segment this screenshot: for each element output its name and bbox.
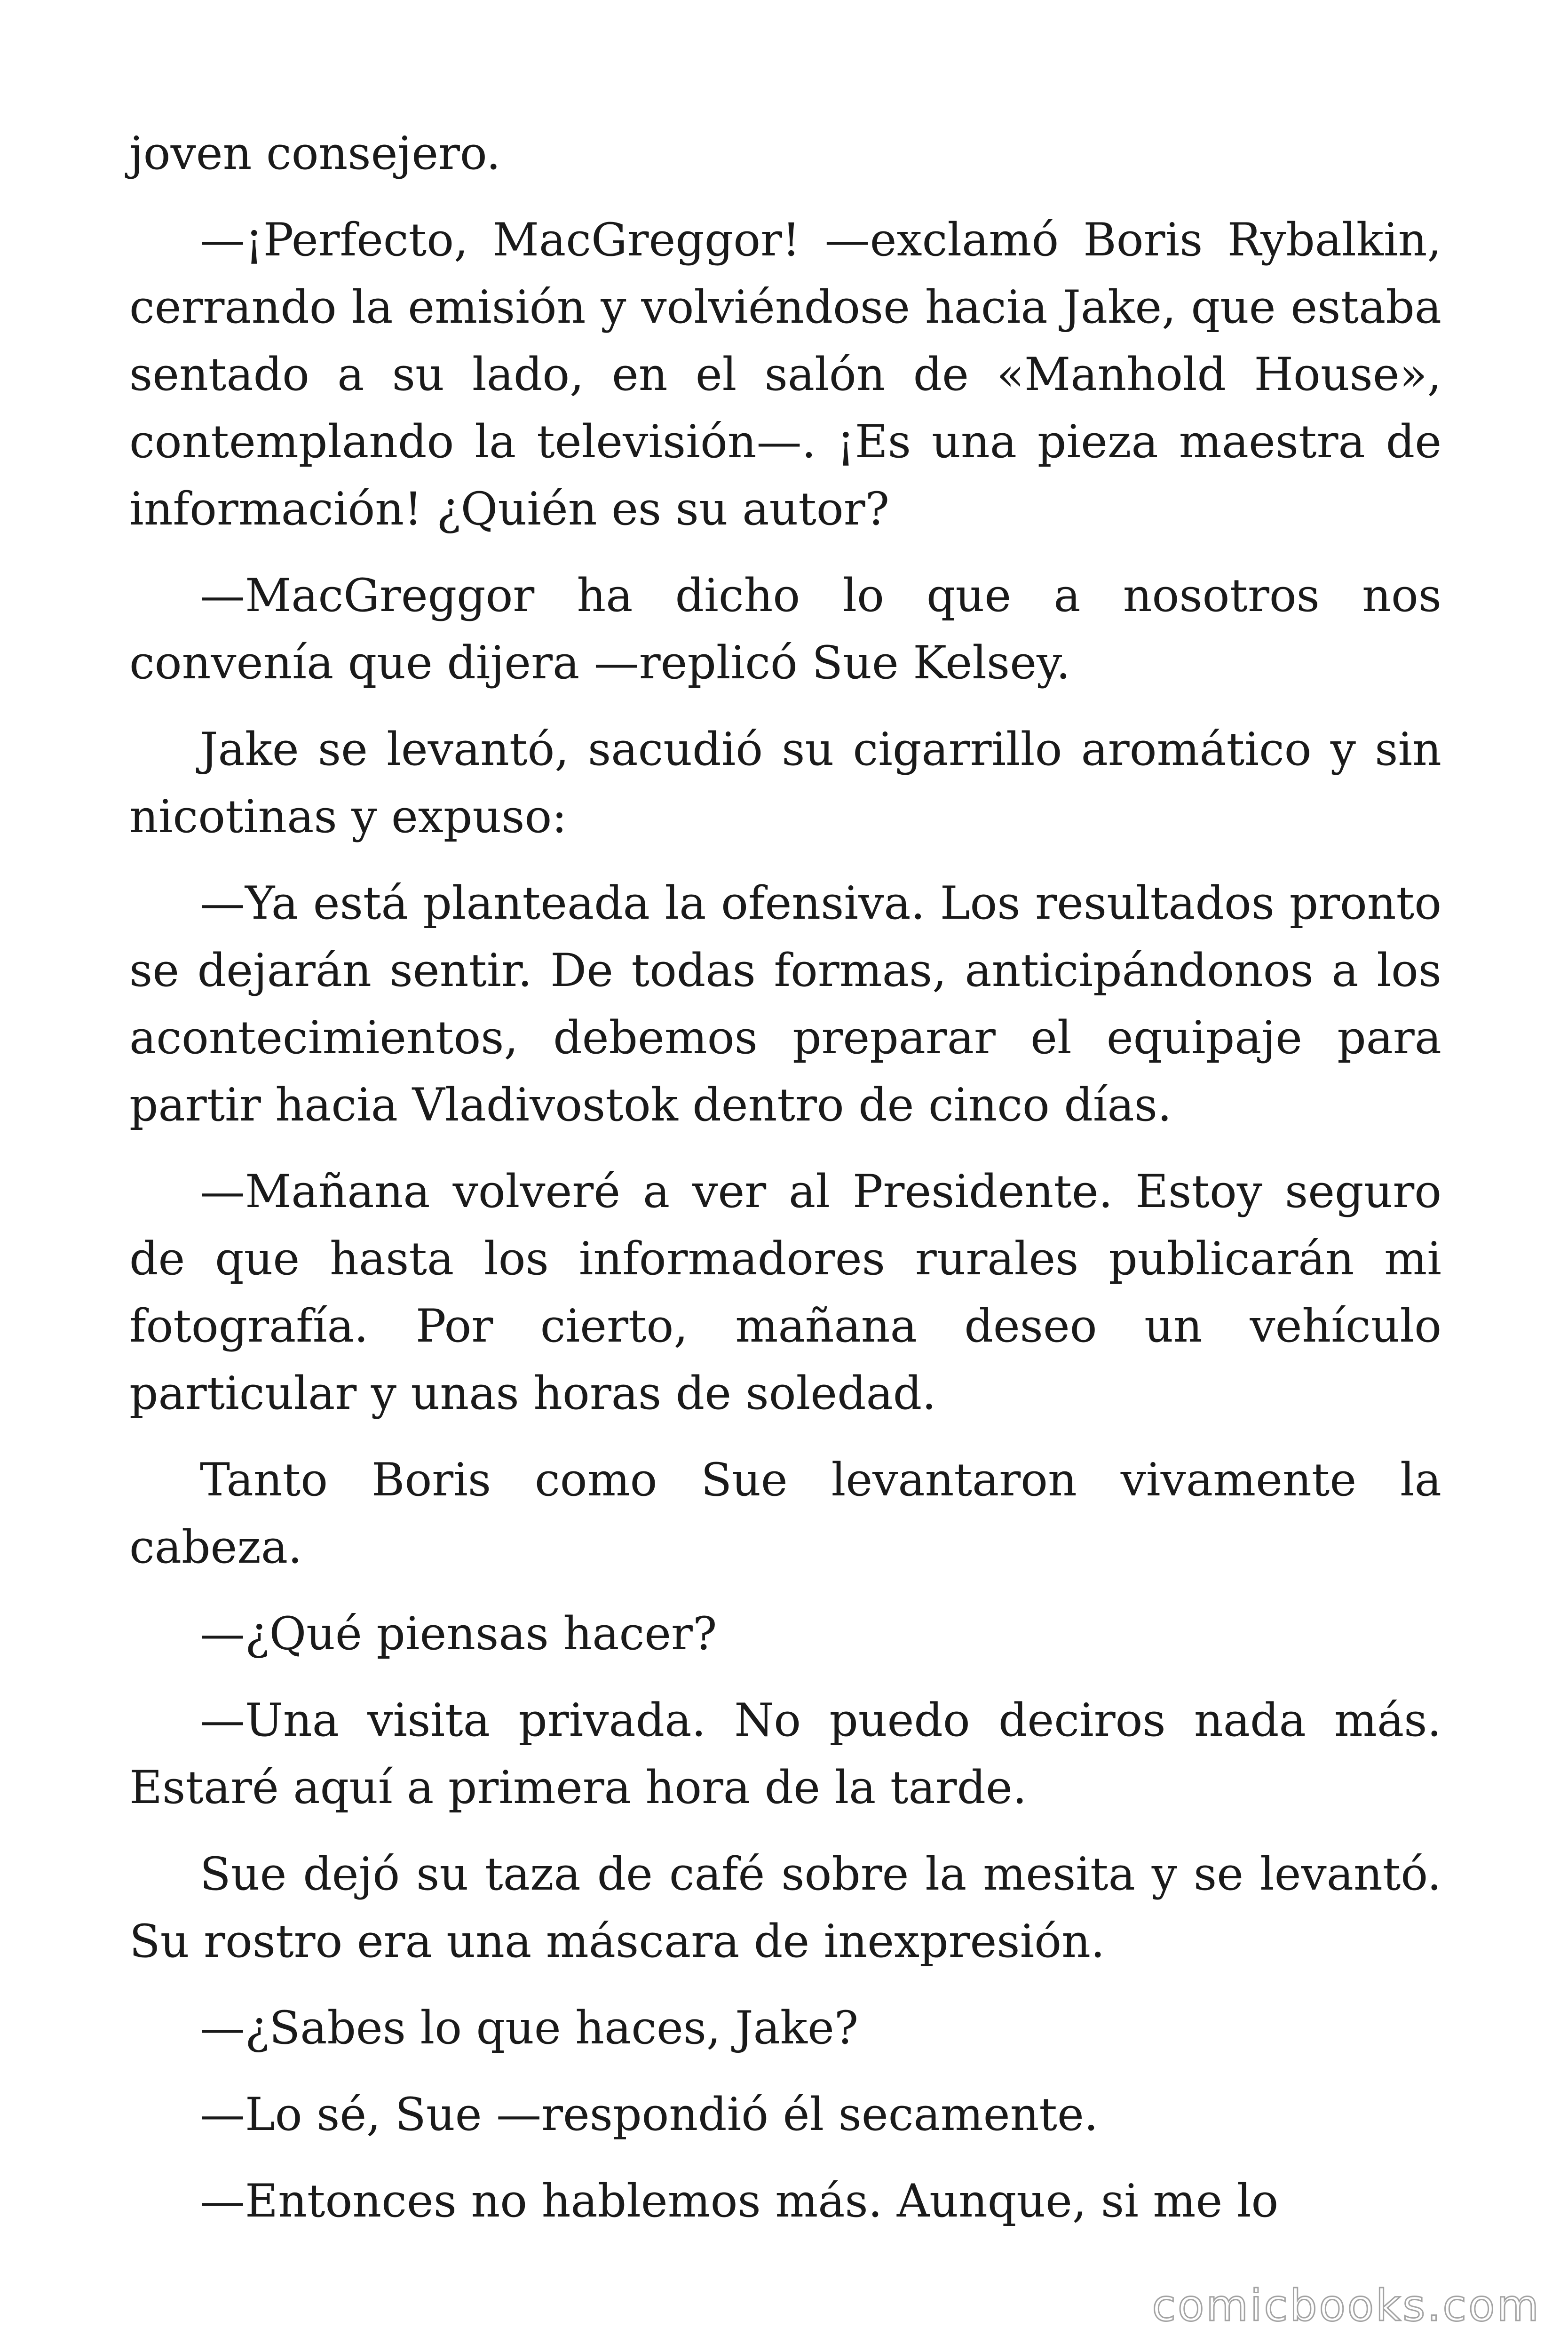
paragraph-13: —Entonces no hablemos más. Aunque, si me lo — [200, 2175, 1279, 2227]
paragraph-7: Tanto Boris como Sue levantaron vivamente la cabeza. — [129, 1454, 1441, 1573]
paragraph-5: —Ya está planteada la ofensiva. Los resultados pronto se dejarán sentir. De todas formas, anticipándonos a los acontecimientos, debemos preparar el equipaje para partir hacia Vladivostok dentro de cinco días. — [129, 877, 1441, 1131]
paragraph-9: —Una visita privada. No puedo deciros nada más. Estaré aquí a primera hora de la tarde. — [129, 1694, 1441, 1814]
paragraph-3: —MacGreggor ha dicho lo que a nosotros nos convenía que dijera —replicó Sue Kelsey. — [129, 569, 1441, 689]
paragraph-10: Sue dejó su taza de café sobre la mesita y se levantó. Su rostro era una máscara de inexpresión. — [129, 1848, 1441, 1968]
watermark: comicbooks.com — [1152, 2280, 1541, 2331]
paragraph-4: Jake se levantó, sacudió su cigarrillo aromático y sin nicotinas y expuso: — [129, 723, 1441, 843]
paragraph-8: —¿Qué piensas hacer? — [200, 1607, 717, 1660]
paragraph-6: —Mañana volveré a ver al Presidente. Estoy seguro de que hasta los informadores rurales publicarán mi fotografía. Por cierto, mañana deseo un vehículo particular y unas horas de soledad. — [129, 1165, 1441, 1420]
paragraph-1: joven consejero. — [129, 127, 501, 180]
paragraph-11: —¿Sabes lo que haces, Jake? — [200, 2002, 859, 2054]
paragraph-12: —Lo sé, Sue —respondió él secamente. — [200, 2088, 1099, 2141]
page-body — [129, 120, 1441, 2254]
paragraph-2: —¡Perfecto, MacGreggor! —exclamó Boris Rybalkin, cerrando la emisión y volviéndose hacia Jake, que estaba sentado a su lado, en el salón de «Manhold House», contemplando la televisión—. ¡Es una pieza maestra de información! ¿Quién es su autor? — [129, 214, 1441, 535]
